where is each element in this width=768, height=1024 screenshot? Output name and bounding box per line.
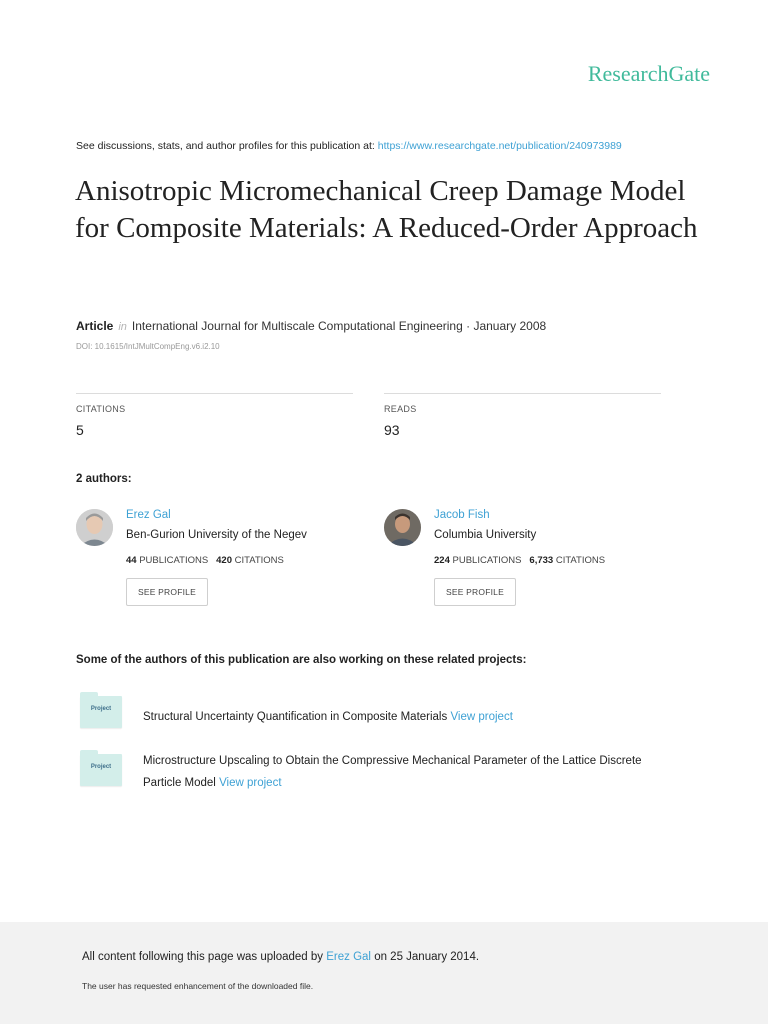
avatar-photo-icon: [384, 509, 421, 546]
citations-count: 6,733: [529, 555, 554, 566]
uploader-link[interactable]: Erez Gal: [326, 951, 371, 963]
researchgate-logo[interactable]: ResearchGate: [587, 61, 710, 86]
reads-value: 93: [384, 422, 400, 438]
citations-label: CITATIONS: [234, 555, 284, 566]
enhancement-note: The user has requested enhancement of the downloaded file.: [82, 981, 314, 991]
citations-value: 5: [76, 422, 84, 438]
publication-url-link[interactable]: https://www.researchgate.net/publication/240973989: [377, 140, 622, 152]
publications-count: 44: [126, 555, 137, 566]
in-label: in: [118, 321, 127, 333]
author-card: [76, 507, 366, 607]
publication-venue: International Journal for Multiscale Computational Engineering · January 2008: [131, 319, 547, 333]
upload-footer: [0, 922, 768, 1024]
project-title: Structural Uncertainty Quantification in Composite Materials: [143, 711, 448, 723]
publications-label: PUBLICATIONS: [139, 555, 209, 566]
publication-title: Anisotropic Micromechanical Creep Damage Model for Composite Materials: A Reduced-Order Approach: [75, 175, 698, 244]
author-institution: Columbia University: [434, 529, 537, 541]
reads-stat: [384, 393, 661, 438]
author-card: [384, 507, 674, 607]
citations-count: 420: [216, 555, 232, 566]
view-project-link[interactable]: View project: [219, 777, 282, 789]
see-profile-button[interactable]: SEE PROFILE: [434, 578, 516, 606]
author-avatar[interactable]: [384, 509, 421, 546]
author-counts: [126, 555, 284, 566]
projects-heading: Some of the authors of this publication are also working on these related projects:: [76, 654, 527, 666]
uploaded-line: [82, 951, 479, 963]
project-text: [143, 706, 663, 728]
citations-label: CITATIONS: [555, 555, 606, 566]
uploaded-suffix: on 25 January 2014.: [374, 951, 480, 963]
publication-doi: DOI: 10.1615/IntJMultCompEng.v6.i2.10: [76, 342, 220, 351]
discussion-line: [76, 140, 622, 152]
author-institution: Ben-Gurion University of the Negev: [126, 529, 307, 541]
discussion-text: See discussions, stats, and author profiles for this publication at:: [76, 140, 375, 152]
author-avatar[interactable]: [76, 509, 113, 546]
publications-label: PUBLICATIONS: [452, 555, 522, 566]
citations-label: CITATIONS: [76, 404, 126, 414]
author-name-link[interactable]: Jacob Fish: [434, 509, 490, 521]
project-folder-icon: [80, 692, 122, 728]
authors-heading: 2 authors:: [76, 473, 132, 485]
see-profile-button[interactable]: SEE PROFILE: [126, 578, 208, 606]
publication-meta: [76, 319, 546, 333]
view-project-link[interactable]: View project: [450, 711, 513, 723]
publications-count: 224: [434, 555, 450, 566]
project-title: Microstructure Upscaling to Obtain the Compressive Mechanical Parameter of the Lattice Discrete Particle Model: [143, 755, 642, 789]
citations-stat: [76, 393, 353, 438]
project-icon-label: Project: [90, 706, 112, 712]
project-icon-label: Project: [90, 764, 112, 770]
uploaded-prefix: All content following this page was uploaded by: [82, 951, 324, 963]
reads-label: READS: [384, 404, 417, 414]
project-folder-icon: [80, 750, 122, 786]
author-counts: [434, 555, 605, 566]
publication-type: Article: [76, 319, 114, 333]
avatar-photo-icon: [76, 509, 113, 546]
project-text: [143, 750, 663, 794]
author-name-link[interactable]: Erez Gal: [126, 509, 171, 521]
